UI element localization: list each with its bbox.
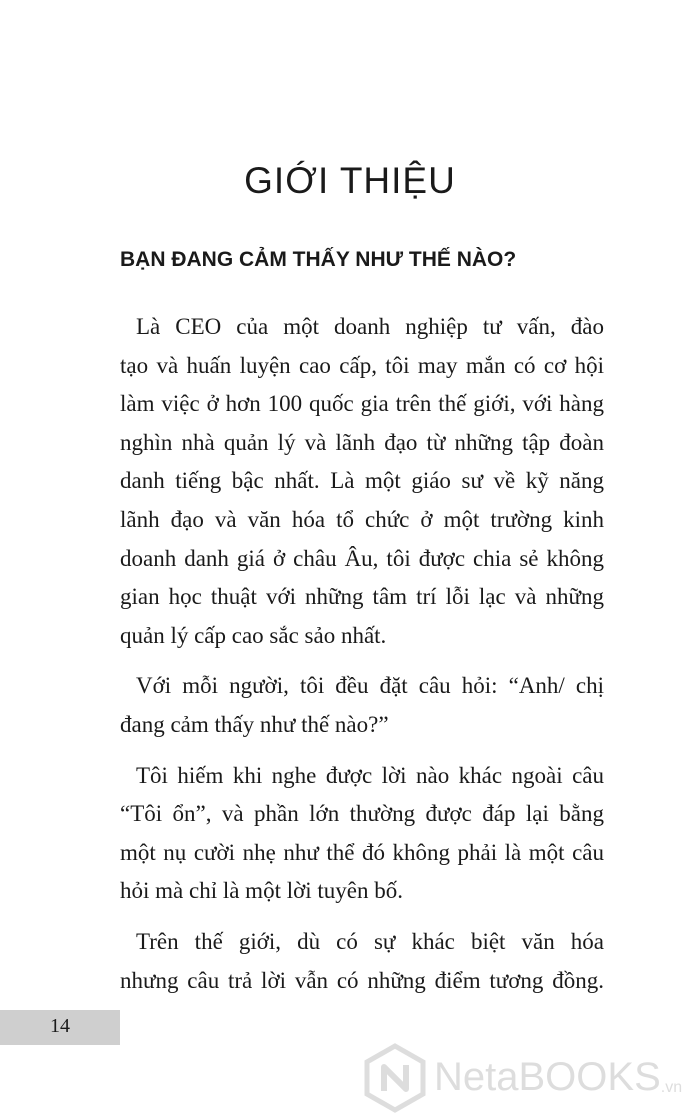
text-line: danh tiếng bậc nhất. Là một giáo sư về kỹ năng (120, 468, 604, 494)
watermark-tld: .vn (660, 1079, 683, 1096)
text-line: một nụ cười nhẹ như thể đó không phải là một câu (120, 839, 604, 865)
body-text (120, 308, 604, 1012)
text-line: Với mỗi người, tôi đều đặt câu hỏi: “Anh/ chị (136, 673, 604, 699)
page-number-box (0, 1010, 120, 1045)
text-line: Tôi hiếm khi nghe được lời nào khác ngoài câu (136, 762, 604, 788)
text-line: tạo và huấn luyện cao cấp, tôi may mắn có cơ hội (120, 352, 604, 378)
text-line: “Tôi ổn”, và phần lớn thường được đáp lại bằng (120, 801, 604, 827)
text-line: nhưng câu trả lời vẫn có những điểm tương đồng. (120, 967, 604, 993)
watermark-text: NetaBOOKS (434, 1055, 661, 1099)
text-line: Trên thế giới, dù có sự khác biệt văn hóa (136, 928, 604, 954)
text-line: hỏi mà chỉ là một lời tuyên bố. (120, 878, 404, 904)
text-line: gian học thuật với những tâm trí lỗi lạc và những (120, 584, 604, 610)
text-line: Là CEO của một doanh nghiệp tư vấn, đào (136, 314, 604, 339)
text-line: nghìn nhà quản lý và lãnh đạo từ những tập đoàn (120, 429, 604, 455)
text-line: doanh danh giá ở châu Âu, tôi được chia sẻ không (120, 545, 604, 571)
paragraph (120, 667, 604, 744)
section-heading: BẠN ĐANG CẢM THẤY NHƯ THẾ NÀO? (120, 248, 517, 271)
chapter-title: GIỚI THIỆU (244, 160, 456, 201)
n-hexagon-logo-icon (360, 1043, 430, 1113)
watermark (360, 1040, 695, 1115)
text-line: đang cảm thấy như thế nào?” (120, 711, 389, 737)
paragraph (120, 308, 604, 655)
paragraph (120, 757, 604, 911)
text-line: lãnh đạo và văn hóa tổ chức ở một trường kinh (120, 506, 604, 532)
text-line: quản lý cấp cao sắc sảo nhất. (120, 622, 387, 648)
text-line: làm việc ở hơn 100 quốc gia trên thế giới, với hàng (120, 391, 604, 417)
page-number: 14 (50, 1015, 70, 1037)
paragraph (120, 923, 604, 1000)
